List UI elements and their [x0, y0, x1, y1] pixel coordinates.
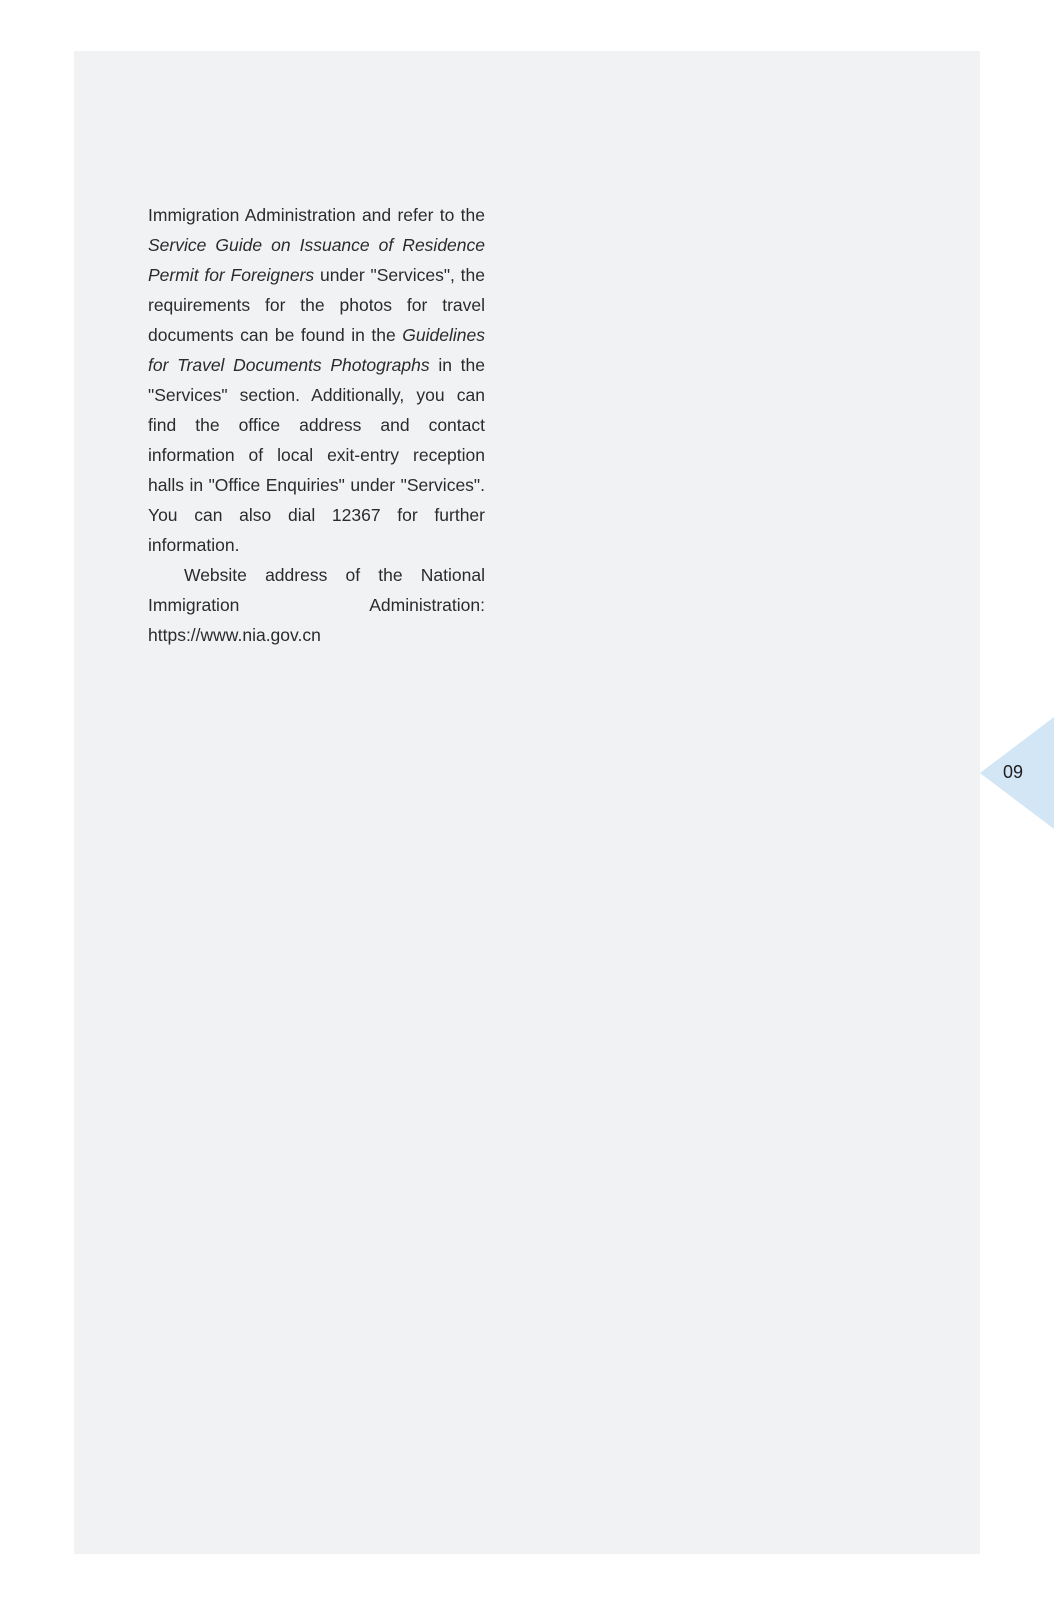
paragraph-text: in the "Services" section. Additionally, you can find the office address and contact information of local exit-entry reception halls in "Office Enquiries" under "Services". You can also dial 12367 for further information. [148, 355, 485, 555]
italic-title-service-guide: Service Guide on Issuance of Residence Permit for Foreigners [148, 235, 485, 285]
body-text-column [148, 200, 485, 650]
paragraph-service-guide [148, 200, 485, 560]
paragraph-website-address: Website address of the National Immigration Administration: https://www.nia.gov.cn [148, 565, 485, 645]
paragraph-text: Immigration Administration and refer to the [148, 205, 485, 225]
paragraph-text: under "Services", the requirements for the photos for travel documents can be found in the [148, 265, 485, 345]
page-number: 09 [1003, 762, 1024, 782]
italic-title-photo-guidelines: Guidelines for Travel Documents Photographs [148, 325, 485, 375]
